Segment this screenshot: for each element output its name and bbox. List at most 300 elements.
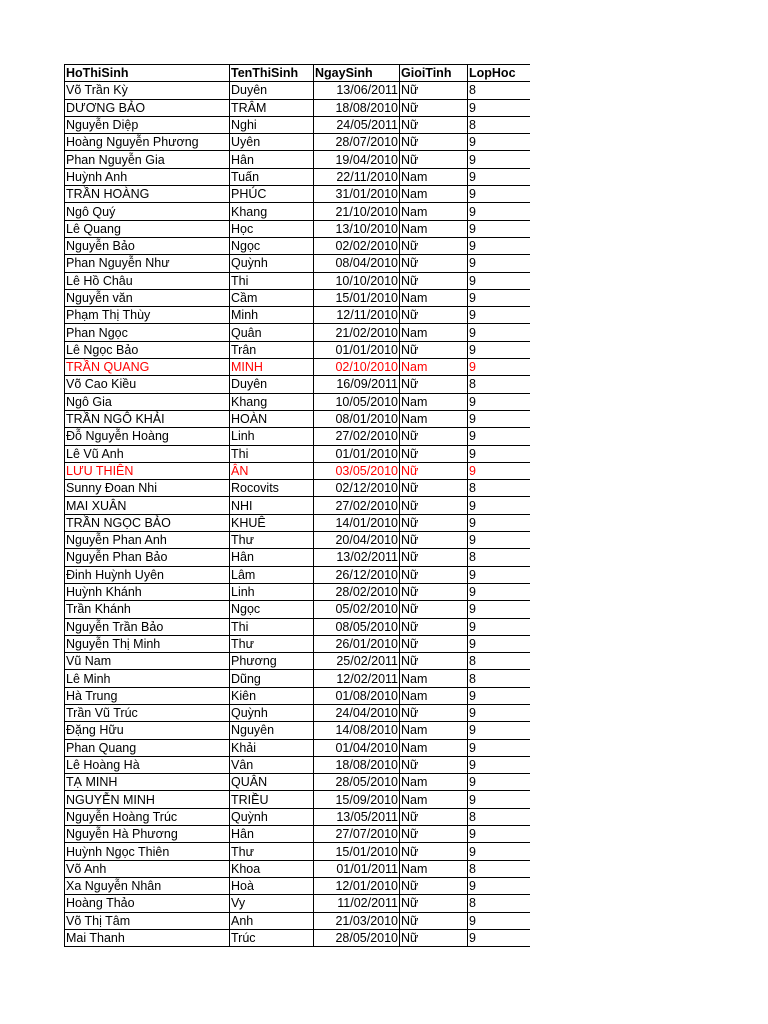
cell-ho-thi-sinh[interactable]: Phan Nguyễn Như	[65, 255, 230, 272]
table-row	[65, 756, 530, 773]
cell-ho-thi-sinh[interactable]: NGUYỄN MINH	[65, 791, 230, 808]
cell-ten-thi-sinh[interactable]: Phương	[230, 653, 314, 670]
cell-lop-hoc[interactable]: 9	[468, 428, 530, 445]
cell-lop-hoc[interactable]: 8	[468, 376, 530, 393]
cell-gioi-tinh[interactable]: Nữ	[400, 514, 468, 531]
cell-ngay-sinh[interactable]: 28/05/2010	[314, 929, 400, 946]
cell-ho-thi-sinh[interactable]: Vũ Nam	[65, 653, 230, 670]
cell-lop-hoc[interactable]: 9	[468, 168, 530, 185]
cell-ho-thi-sinh[interactable]: LƯU THIÊN	[65, 462, 230, 479]
cell-lop-hoc[interactable]: 9	[468, 687, 530, 704]
table-row	[65, 410, 530, 427]
cell-ho-thi-sinh[interactable]: Phan Quang	[65, 739, 230, 756]
table-row	[65, 843, 530, 860]
cell-ten-thi-sinh[interactable]: Dũng	[230, 670, 314, 687]
cell-gioi-tinh[interactable]: Nam	[400, 791, 468, 808]
table-row	[65, 480, 530, 497]
cell-lop-hoc[interactable]: 9	[468, 255, 530, 272]
cell-ten-thi-sinh[interactable]: HOÀN	[230, 410, 314, 427]
cell-ho-thi-sinh[interactable]: Sunny Đoan Nhi	[65, 480, 230, 497]
cell-gioi-tinh[interactable]: Nam	[400, 393, 468, 410]
cell-ngay-sinh[interactable]: 13/05/2011	[314, 808, 400, 825]
cell-gioi-tinh[interactable]: Nữ	[400, 445, 468, 462]
cell-ngay-sinh[interactable]: 21/03/2010	[314, 912, 400, 929]
cell-ho-thi-sinh[interactable]: DƯƠNG BẢO	[65, 99, 230, 116]
cell-ngay-sinh[interactable]: 10/05/2010	[314, 393, 400, 410]
cell-gioi-tinh[interactable]: Nữ	[400, 704, 468, 721]
cell-ho-thi-sinh[interactable]: Trần Khánh	[65, 601, 230, 618]
cell-ho-thi-sinh[interactable]: Huỳnh Khánh	[65, 583, 230, 600]
cell-gioi-tinh[interactable]: Nữ	[400, 116, 468, 133]
cell-ten-thi-sinh[interactable]: Học	[230, 220, 314, 237]
cell-ho-thi-sinh[interactable]: Lê Hoàng Hà	[65, 756, 230, 773]
table-row	[65, 895, 530, 912]
cell-ten-thi-sinh[interactable]: Minh	[230, 307, 314, 324]
cell-ho-thi-sinh[interactable]: Nguyễn Bảo	[65, 237, 230, 254]
table-row	[65, 237, 530, 254]
cell-ngay-sinh[interactable]: 01/01/2011	[314, 860, 400, 877]
cell-gioi-tinh[interactable]: Nam	[400, 203, 468, 220]
cell-lop-hoc[interactable]: 9	[468, 791, 530, 808]
table-row	[65, 99, 530, 116]
cell-ngay-sinh[interactable]: 12/02/2011	[314, 670, 400, 687]
cell-ten-thi-sinh[interactable]: Rocovits	[230, 480, 314, 497]
cell-lop-hoc[interactable]: 9	[468, 307, 530, 324]
header-lop-hoc[interactable]: LopHoc	[468, 65, 530, 82]
cell-ten-thi-sinh[interactable]: KHUÊ	[230, 514, 314, 531]
cell-ngay-sinh[interactable]: 24/04/2010	[314, 704, 400, 721]
cell-ngay-sinh[interactable]: 13/06/2011	[314, 82, 400, 99]
cell-ten-thi-sinh[interactable]: Duyên	[230, 376, 314, 393]
cell-lop-hoc[interactable]: 9	[468, 739, 530, 756]
cell-gioi-tinh[interactable]: Nữ	[400, 808, 468, 825]
table-row	[65, 549, 530, 566]
cell-ten-thi-sinh[interactable]: Thư	[230, 532, 314, 549]
cell-gioi-tinh[interactable]: Nữ	[400, 877, 468, 894]
cell-ten-thi-sinh[interactable]: Quỳnh	[230, 255, 314, 272]
table-row	[65, 860, 530, 877]
cell-ngay-sinh[interactable]: 08/05/2010	[314, 618, 400, 635]
cell-ten-thi-sinh[interactable]: Khải	[230, 739, 314, 756]
cell-ten-thi-sinh[interactable]: Thi	[230, 445, 314, 462]
cell-lop-hoc[interactable]: 8	[468, 82, 530, 99]
cell-ngay-sinh[interactable]: 31/01/2010	[314, 186, 400, 203]
cell-ten-thi-sinh[interactable]: Trúc	[230, 929, 314, 946]
table-row	[65, 428, 530, 445]
cell-ten-thi-sinh[interactable]: Thi	[230, 272, 314, 289]
cell-lop-hoc[interactable]: 9	[468, 151, 530, 168]
cell-lop-hoc[interactable]: 9	[468, 237, 530, 254]
cell-ngay-sinh[interactable]: 22/11/2010	[314, 168, 400, 185]
cell-gioi-tinh[interactable]: Nữ	[400, 376, 468, 393]
cell-ngay-sinh[interactable]: 21/10/2010	[314, 203, 400, 220]
table-row	[65, 670, 530, 687]
cell-ten-thi-sinh[interactable]: Lâm	[230, 566, 314, 583]
cell-gioi-tinh[interactable]: Nam	[400, 722, 468, 739]
cell-lop-hoc[interactable]: 9	[468, 359, 530, 376]
cell-ngay-sinh[interactable]: 25/02/2011	[314, 653, 400, 670]
header-row	[65, 65, 530, 82]
cell-ngay-sinh[interactable]: 15/09/2010	[314, 791, 400, 808]
table-row	[65, 618, 530, 635]
cell-lop-hoc[interactable]: 9	[468, 272, 530, 289]
cell-lop-hoc[interactable]: 8	[468, 480, 530, 497]
table-row	[65, 393, 530, 410]
cell-ho-thi-sinh[interactable]: Lê Hồ Châu	[65, 272, 230, 289]
cell-ho-thi-sinh[interactable]: TRẦN NGỌC BẢO	[65, 514, 230, 531]
student-table	[64, 64, 530, 947]
cell-ngay-sinh[interactable]: 08/04/2010	[314, 255, 400, 272]
cell-ho-thi-sinh[interactable]: Lê Minh	[65, 670, 230, 687]
cell-ho-thi-sinh[interactable]: Lê Ngọc Bảo	[65, 341, 230, 358]
cell-ho-thi-sinh[interactable]: Đinh Huỳnh Uyên	[65, 566, 230, 583]
cell-ho-thi-sinh[interactable]: Phan Ngọc	[65, 324, 230, 341]
cell-ten-thi-sinh[interactable]: Cầm	[230, 289, 314, 306]
table-row	[65, 826, 530, 843]
cell-gioi-tinh[interactable]: Nữ	[400, 462, 468, 479]
cell-ten-thi-sinh[interactable]: MINH	[230, 359, 314, 376]
cell-lop-hoc[interactable]: 8	[468, 549, 530, 566]
cell-lop-hoc[interactable]: 8	[468, 670, 530, 687]
cell-ten-thi-sinh[interactable]: Nguyên	[230, 722, 314, 739]
header-ngay-sinh[interactable]: NgaySinh	[314, 65, 400, 82]
cell-ten-thi-sinh[interactable]: Khoa	[230, 860, 314, 877]
table-row	[65, 722, 530, 739]
cell-lop-hoc[interactable]: 9	[468, 912, 530, 929]
cell-lop-hoc[interactable]: 9	[468, 583, 530, 600]
cell-ho-thi-sinh[interactable]: Phạm Thị Thùy	[65, 307, 230, 324]
cell-ten-thi-sinh[interactable]: Trân	[230, 341, 314, 358]
cell-ngay-sinh[interactable]: 15/01/2010	[314, 843, 400, 860]
table-row	[65, 462, 530, 479]
cell-lop-hoc[interactable]: 9	[468, 410, 530, 427]
cell-lop-hoc[interactable]: 9	[468, 341, 530, 358]
header-ten-thi-sinh[interactable]: TenThiSinh	[230, 65, 314, 82]
cell-ten-thi-sinh[interactable]: Duyên	[230, 82, 314, 99]
cell-ngay-sinh[interactable]: 05/02/2010	[314, 601, 400, 618]
cell-ngay-sinh[interactable]: 26/12/2010	[314, 566, 400, 583]
table-row	[65, 566, 530, 583]
table-row	[65, 359, 530, 376]
cell-gioi-tinh[interactable]: Nam	[400, 739, 468, 756]
cell-gioi-tinh[interactable]: Nam	[400, 410, 468, 427]
cell-gioi-tinh[interactable]: Nữ	[400, 151, 468, 168]
cell-ten-thi-sinh[interactable]: Nghi	[230, 116, 314, 133]
cell-lop-hoc[interactable]: 9	[468, 877, 530, 894]
cell-ngay-sinh[interactable]: 14/08/2010	[314, 722, 400, 739]
cell-ho-thi-sinh[interactable]: Trần Vũ Trúc	[65, 704, 230, 721]
table-row	[65, 739, 530, 756]
table-row	[65, 497, 530, 514]
cell-lop-hoc[interactable]: 9	[468, 532, 530, 549]
cell-gioi-tinh[interactable]: Nam	[400, 186, 468, 203]
cell-ngay-sinh[interactable]: 21/02/2010	[314, 324, 400, 341]
cell-ten-thi-sinh[interactable]: Vân	[230, 756, 314, 773]
cell-lop-hoc[interactable]: 9	[468, 722, 530, 739]
cell-gioi-tinh[interactable]: Nam	[400, 168, 468, 185]
cell-lop-hoc[interactable]: 9	[468, 826, 530, 843]
cell-gioi-tinh[interactable]: Nữ	[400, 653, 468, 670]
cell-ho-thi-sinh[interactable]: Nguyễn Phan Anh	[65, 532, 230, 549]
cell-ngay-sinh[interactable]: 13/10/2010	[314, 220, 400, 237]
cell-ngay-sinh[interactable]: 16/09/2011	[314, 376, 400, 393]
cell-ten-thi-sinh[interactable]: Quân	[230, 324, 314, 341]
cell-gioi-tinh[interactable]: Nữ	[400, 618, 468, 635]
cell-ngay-sinh[interactable]: 15/01/2010	[314, 289, 400, 306]
cell-lop-hoc[interactable]: 9	[468, 99, 530, 116]
cell-ngay-sinh[interactable]: 24/05/2011	[314, 116, 400, 133]
cell-ten-thi-sinh[interactable]: Linh	[230, 428, 314, 445]
cell-lop-hoc[interactable]: 9	[468, 774, 530, 791]
cell-ho-thi-sinh[interactable]: Võ Cao Kiều	[65, 376, 230, 393]
cell-lop-hoc[interactable]: 8	[468, 116, 530, 133]
cell-ho-thi-sinh[interactable]: TRẦN NGÔ KHẢI	[65, 410, 230, 427]
cell-ngay-sinh[interactable]: 01/04/2010	[314, 739, 400, 756]
cell-ten-thi-sinh[interactable]: Uyên	[230, 134, 314, 151]
cell-lop-hoc[interactable]: 9	[468, 134, 530, 151]
table-row	[65, 635, 530, 652]
cell-ho-thi-sinh[interactable]: Võ Trần Kỳ	[65, 82, 230, 99]
cell-gioi-tinh[interactable]: Nữ	[400, 307, 468, 324]
cell-ngay-sinh[interactable]: 27/07/2010	[314, 826, 400, 843]
cell-gioi-tinh[interactable]: Nữ	[400, 134, 468, 151]
cell-ten-thi-sinh[interactable]: Khang	[230, 393, 314, 410]
cell-gioi-tinh[interactable]: Nữ	[400, 82, 468, 99]
cell-ho-thi-sinh[interactable]: Xa Nguyễn Nhân	[65, 877, 230, 894]
table-row	[65, 289, 530, 306]
cell-ngay-sinh[interactable]: 20/04/2010	[314, 532, 400, 549]
cell-lop-hoc[interactable]: 9	[468, 601, 530, 618]
cell-lop-hoc[interactable]: 9	[468, 635, 530, 652]
table-row	[65, 272, 530, 289]
cell-gioi-tinh[interactable]: Nữ	[400, 912, 468, 929]
cell-ngay-sinh[interactable]: 02/02/2010	[314, 237, 400, 254]
cell-ngay-sinh[interactable]: 18/08/2010	[314, 99, 400, 116]
cell-ten-thi-sinh[interactable]: Khang	[230, 203, 314, 220]
cell-ho-thi-sinh[interactable]: Lê Quang	[65, 220, 230, 237]
cell-ten-thi-sinh[interactable]: Hân	[230, 151, 314, 168]
cell-gioi-tinh[interactable]: Nữ	[400, 635, 468, 652]
cell-gioi-tinh[interactable]: Nữ	[400, 566, 468, 583]
cell-ho-thi-sinh[interactable]: Huỳnh Ngọc Thiên	[65, 843, 230, 860]
table-row	[65, 255, 530, 272]
table-row	[65, 877, 530, 894]
cell-ho-thi-sinh[interactable]: Nguyễn Trần Bảo	[65, 618, 230, 635]
cell-ngay-sinh[interactable]: 12/11/2010	[314, 307, 400, 324]
table-row	[65, 134, 530, 151]
cell-ho-thi-sinh[interactable]: Phan Nguyễn Gia	[65, 151, 230, 168]
table-row	[65, 653, 530, 670]
cell-lop-hoc[interactable]: 9	[468, 203, 530, 220]
cell-gioi-tinh[interactable]: Nữ	[400, 237, 468, 254]
cell-ngay-sinh[interactable]: 01/01/2010	[314, 445, 400, 462]
cell-ngay-sinh[interactable]: 27/02/2010	[314, 497, 400, 514]
cell-gioi-tinh[interactable]: Nữ	[400, 929, 468, 946]
cell-lop-hoc[interactable]: 9	[468, 618, 530, 635]
cell-ho-thi-sinh[interactable]: Nguyễn Diệp	[65, 116, 230, 133]
cell-ngay-sinh[interactable]: 10/10/2010	[314, 272, 400, 289]
table-row	[65, 791, 530, 808]
cell-ten-thi-sinh[interactable]: Quỳnh	[230, 808, 314, 825]
table-row	[65, 704, 530, 721]
cell-ngay-sinh[interactable]: 03/05/2010	[314, 462, 400, 479]
cell-ten-thi-sinh[interactable]: QUÂN	[230, 774, 314, 791]
cell-ho-thi-sinh[interactable]: TẠ MINH	[65, 774, 230, 791]
cell-ten-thi-sinh[interactable]: ÂN	[230, 462, 314, 479]
cell-ngay-sinh[interactable]: 02/10/2010	[314, 359, 400, 376]
cell-lop-hoc[interactable]: 9	[468, 843, 530, 860]
cell-gioi-tinh[interactable]: Nữ	[400, 341, 468, 358]
cell-ho-thi-sinh[interactable]: Nguyễn văn	[65, 289, 230, 306]
cell-lop-hoc[interactable]: 9	[468, 220, 530, 237]
cell-gioi-tinh[interactable]: Nam	[400, 324, 468, 341]
cell-gioi-tinh[interactable]: Nam	[400, 860, 468, 877]
header-gioi-tinh[interactable]: GioiTinh	[400, 65, 468, 82]
cell-lop-hoc[interactable]: 9	[468, 393, 530, 410]
cell-ho-thi-sinh[interactable]: Lê Vũ Anh	[65, 445, 230, 462]
cell-ngay-sinh[interactable]: 08/01/2010	[314, 410, 400, 427]
cell-gioi-tinh[interactable]: Nữ	[400, 255, 468, 272]
table-row	[65, 532, 530, 549]
cell-gioi-tinh[interactable]: Nam	[400, 289, 468, 306]
cell-lop-hoc[interactable]: 9	[468, 324, 530, 341]
cell-ho-thi-sinh[interactable]: Nguyễn Phan Bảo	[65, 549, 230, 566]
cell-ten-thi-sinh[interactable]: Thư	[230, 635, 314, 652]
cell-gioi-tinh[interactable]: Nữ	[400, 601, 468, 618]
cell-ngay-sinh[interactable]: 18/08/2010	[314, 756, 400, 773]
table-row	[65, 583, 530, 600]
cell-ten-thi-sinh[interactable]: Hoà	[230, 877, 314, 894]
cell-ho-thi-sinh[interactable]: Nguyễn Hà Phương	[65, 826, 230, 843]
cell-lop-hoc[interactable]: 9	[468, 566, 530, 583]
cell-gioi-tinh[interactable]: Nữ	[400, 583, 468, 600]
cell-ho-thi-sinh[interactable]: Ngô Gia	[65, 393, 230, 410]
cell-ngay-sinh[interactable]: 28/07/2010	[314, 134, 400, 151]
cell-ho-thi-sinh[interactable]: Đỗ Nguyễn Hoàng	[65, 428, 230, 445]
cell-lop-hoc[interactable]: 8	[468, 808, 530, 825]
cell-ho-thi-sinh[interactable]: Hoàng Nguyễn Phương	[65, 134, 230, 151]
cell-gioi-tinh[interactable]: Nữ	[400, 895, 468, 912]
cell-ngay-sinh[interactable]: 13/02/2011	[314, 549, 400, 566]
cell-ten-thi-sinh[interactable]: Kiên	[230, 687, 314, 704]
cell-ngay-sinh[interactable]: 28/02/2010	[314, 583, 400, 600]
cell-ten-thi-sinh[interactable]: Ngọc	[230, 237, 314, 254]
cell-ngay-sinh[interactable]: 01/01/2010	[314, 341, 400, 358]
cell-gioi-tinh[interactable]: Nữ	[400, 843, 468, 860]
table-row	[65, 774, 530, 791]
cell-gioi-tinh[interactable]: Nữ	[400, 756, 468, 773]
cell-ho-thi-sinh[interactable]: Nguyễn Thị Minh	[65, 635, 230, 652]
cell-lop-hoc[interactable]: 9	[468, 756, 530, 773]
cell-ho-thi-sinh[interactable]: Hoàng Thảo	[65, 895, 230, 912]
cell-ho-thi-sinh[interactable]: Đặng Hữu	[65, 722, 230, 739]
table-row	[65, 687, 530, 704]
cell-gioi-tinh[interactable]: Nữ	[400, 532, 468, 549]
cell-ten-thi-sinh[interactable]: Thư	[230, 843, 314, 860]
table-row	[65, 82, 530, 99]
table-row	[65, 116, 530, 133]
cell-ten-thi-sinh[interactable]: NHI	[230, 497, 314, 514]
cell-ngay-sinh[interactable]: 11/02/2011	[314, 895, 400, 912]
cell-lop-hoc[interactable]: 9	[468, 445, 530, 462]
cell-ten-thi-sinh[interactable]: TRIỀU	[230, 791, 314, 808]
cell-ten-thi-sinh[interactable]: Hân	[230, 826, 314, 843]
cell-ten-thi-sinh[interactable]: Ngọc	[230, 601, 314, 618]
cell-lop-hoc[interactable]: 8	[468, 860, 530, 877]
cell-ngay-sinh[interactable]: 26/01/2010	[314, 635, 400, 652]
cell-ho-thi-sinh[interactable]: MAI XUÂN	[65, 497, 230, 514]
cell-gioi-tinh[interactable]: Nam	[400, 670, 468, 687]
table-row	[65, 445, 530, 462]
header-ho-thi-sinh[interactable]: HoThiSinh	[65, 65, 230, 82]
cell-ngay-sinh[interactable]: 12/01/2010	[314, 877, 400, 894]
cell-gioi-tinh[interactable]: Nam	[400, 359, 468, 376]
cell-lop-hoc[interactable]: 9	[468, 186, 530, 203]
cell-ten-thi-sinh[interactable]: Thi	[230, 618, 314, 635]
cell-ten-thi-sinh[interactable]: Anh	[230, 912, 314, 929]
cell-ten-thi-sinh[interactable]: TRÂM	[230, 99, 314, 116]
cell-gioi-tinh[interactable]: Nữ	[400, 428, 468, 445]
cell-ho-thi-sinh[interactable]: Nguyễn Hoàng Trúc	[65, 808, 230, 825]
cell-ten-thi-sinh[interactable]: Quỳnh	[230, 704, 314, 721]
cell-gioi-tinh[interactable]: Nam	[400, 774, 468, 791]
cell-ten-thi-sinh[interactable]: Linh	[230, 583, 314, 600]
cell-gioi-tinh[interactable]: Nữ	[400, 497, 468, 514]
table-row	[65, 912, 530, 929]
cell-lop-hoc[interactable]: 9	[468, 497, 530, 514]
table-row	[65, 376, 530, 393]
cell-gioi-tinh[interactable]: Nam	[400, 220, 468, 237]
cell-ngay-sinh[interactable]: 01/08/2010	[314, 687, 400, 704]
cell-gioi-tinh[interactable]: Nữ	[400, 826, 468, 843]
cell-ho-thi-sinh[interactable]: Mai Thanh	[65, 929, 230, 946]
cell-gioi-tinh[interactable]: Nữ	[400, 99, 468, 116]
cell-ngay-sinh[interactable]: 19/04/2010	[314, 151, 400, 168]
cell-ho-thi-sinh[interactable]: TRẦN QUANG	[65, 359, 230, 376]
cell-ngay-sinh[interactable]: 02/12/2010	[314, 480, 400, 497]
cell-lop-hoc[interactable]: 8	[468, 895, 530, 912]
table-row	[65, 186, 530, 203]
table-row	[65, 514, 530, 531]
cell-ho-thi-sinh[interactable]: Huỳnh Anh	[65, 168, 230, 185]
cell-ten-thi-sinh[interactable]: Hân	[230, 549, 314, 566]
cell-lop-hoc[interactable]: 9	[468, 462, 530, 479]
cell-lop-hoc[interactable]: 9	[468, 929, 530, 946]
cell-ngay-sinh[interactable]: 28/05/2010	[314, 774, 400, 791]
cell-ngay-sinh[interactable]: 14/01/2010	[314, 514, 400, 531]
cell-lop-hoc[interactable]: 9	[468, 514, 530, 531]
cell-ten-thi-sinh[interactable]: Tuấn	[230, 168, 314, 185]
cell-ho-thi-sinh[interactable]: Hà Trung	[65, 687, 230, 704]
table-row	[65, 220, 530, 237]
table-row	[65, 341, 530, 358]
cell-gioi-tinh[interactable]: Nữ	[400, 272, 468, 289]
cell-ten-thi-sinh[interactable]: PHÚC	[230, 186, 314, 203]
cell-gioi-tinh[interactable]: Nữ	[400, 480, 468, 497]
cell-ho-thi-sinh[interactable]: TRẦN HOÀNG	[65, 186, 230, 203]
cell-ngay-sinh[interactable]: 27/02/2010	[314, 428, 400, 445]
cell-lop-hoc[interactable]: 8	[468, 653, 530, 670]
cell-lop-hoc[interactable]: 9	[468, 704, 530, 721]
cell-lop-hoc[interactable]: 9	[468, 289, 530, 306]
cell-ten-thi-sinh[interactable]: Vy	[230, 895, 314, 912]
cell-gioi-tinh[interactable]: Nam	[400, 687, 468, 704]
cell-gioi-tinh[interactable]: Nữ	[400, 549, 468, 566]
cell-ho-thi-sinh[interactable]: Võ Anh	[65, 860, 230, 877]
cell-ho-thi-sinh[interactable]: Võ Thị Tâm	[65, 912, 230, 929]
table-row	[65, 151, 530, 168]
cell-ho-thi-sinh[interactable]: Ngô Quý	[65, 203, 230, 220]
